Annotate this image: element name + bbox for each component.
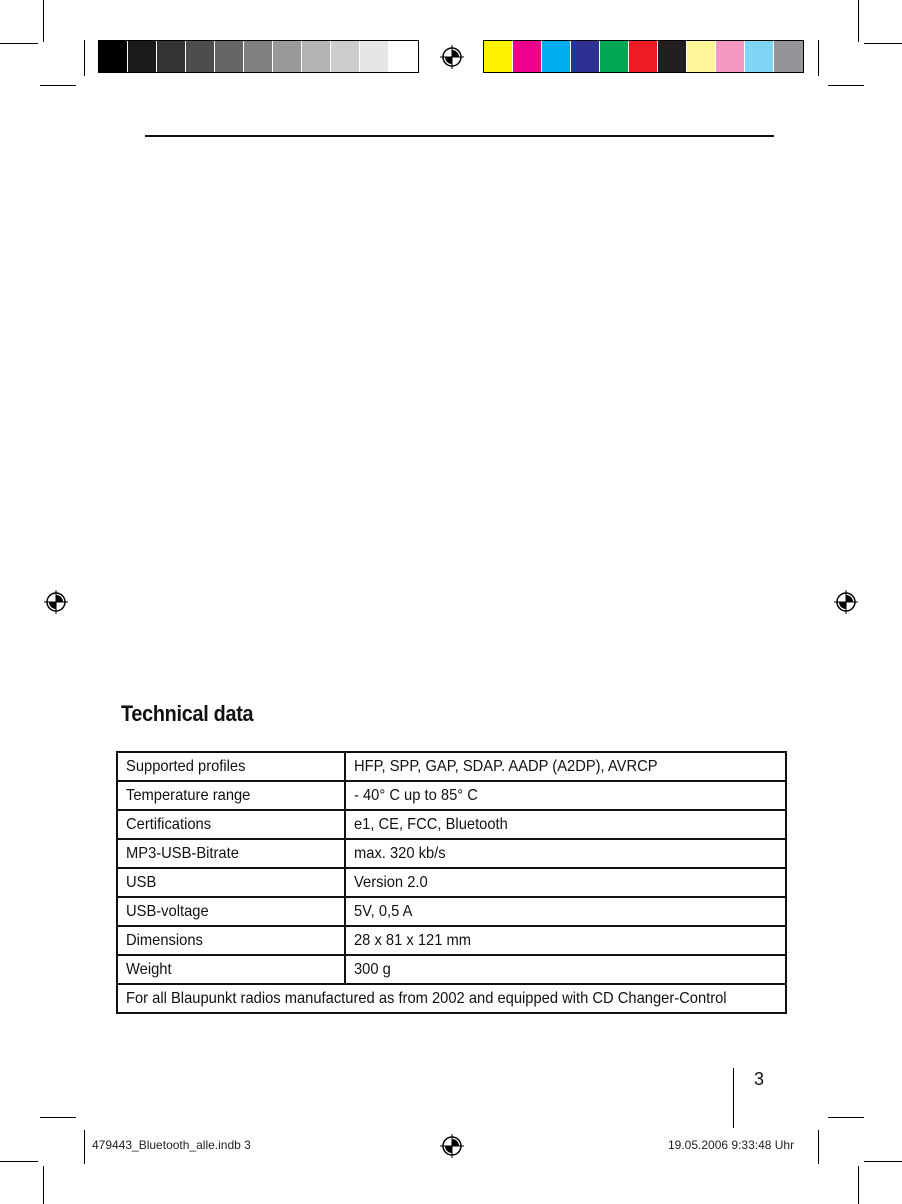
table-row (117, 781, 786, 810)
crop-mark (0, 43, 38, 44)
color-swatch (360, 41, 389, 72)
spec-value-cell (345, 926, 786, 955)
spec-label: Supported profiles (126, 757, 246, 775)
crop-mark (864, 1161, 902, 1162)
spec-label: Weight (126, 960, 172, 978)
color-swatch (99, 41, 128, 72)
spec-value-cell (345, 839, 786, 868)
color-swatch (331, 41, 360, 72)
print-timestamp: 19.05.2006 9:33:48 Uhr (668, 1138, 795, 1152)
spec-label-cell (117, 810, 345, 839)
crop-mark (818, 1130, 819, 1164)
color-swatch (244, 41, 273, 72)
crop-mark (0, 1161, 38, 1162)
color-swatch (513, 41, 542, 72)
crop-mark (864, 43, 902, 44)
color-swatch (774, 41, 803, 72)
crop-mark (84, 40, 85, 76)
color-swatch (215, 41, 244, 72)
spec-label-cell (117, 839, 345, 868)
crop-mark (43, 1166, 44, 1204)
header-rule (145, 135, 774, 137)
color-swatch (389, 41, 418, 72)
spec-label-cell (117, 926, 345, 955)
crop-mark (858, 0, 859, 42)
crop-mark (40, 1117, 76, 1118)
color-swatch (273, 41, 302, 72)
technical-data-table (116, 751, 787, 1014)
spec-label-cell (117, 781, 345, 810)
registration-mark-icon (834, 590, 858, 614)
color-swatch (629, 41, 658, 72)
registration-mark-icon (440, 45, 464, 69)
compatibility-note: For all Blaupunkt radios manufactured as from 2002 and equipped with CD Changer-Control (126, 989, 727, 1007)
table-row (117, 839, 786, 868)
crop-mark (84, 1130, 85, 1164)
spec-label: MP3-USB-Bitrate (126, 844, 239, 862)
spec-label-cell (117, 868, 345, 897)
compatibility-note-cell (117, 984, 786, 1013)
spec-value: max. 320 kb/s (354, 844, 446, 862)
spec-label-cell (117, 752, 345, 781)
color-swatch (484, 41, 513, 72)
page-number: 3 (754, 1069, 765, 1089)
spec-value-cell (345, 955, 786, 984)
color-swatch (745, 41, 774, 72)
crop-mark (828, 1117, 864, 1118)
spec-value-cell (345, 897, 786, 926)
spec-label: Certifications (126, 815, 212, 833)
spec-value-cell (345, 868, 786, 897)
spec-value: - 40° C up to 85° C (354, 786, 478, 804)
spec-label: Dimensions (126, 931, 203, 949)
page-edge-line (733, 1068, 734, 1128)
section-heading: Technical data (121, 701, 254, 726)
spec-label: USB-voltage (126, 902, 209, 920)
registration-mark-icon (440, 1134, 464, 1158)
spec-value-cell (345, 810, 786, 839)
spec-label: Temperature range (126, 786, 251, 804)
color-swatch (687, 41, 716, 72)
table-row (117, 752, 786, 781)
color-swatch (157, 41, 186, 72)
spec-label-cell (117, 955, 345, 984)
color-swatch (186, 41, 215, 72)
spec-value: Version 2.0 (354, 873, 428, 891)
table-row (117, 868, 786, 897)
spec-value: 300 g (354, 960, 391, 978)
table-row (117, 897, 786, 926)
crop-mark (818, 40, 819, 76)
crop-mark (40, 85, 76, 86)
crop-mark (828, 85, 864, 86)
spec-value: e1, CE, FCC, Bluetooth (354, 815, 508, 833)
spec-value: 28 x 81 x 121 mm (354, 931, 471, 949)
table-row (117, 955, 786, 984)
registration-mark-icon (44, 590, 68, 614)
spec-label-cell (117, 897, 345, 926)
color-swatch (302, 41, 331, 72)
spec-value-cell (345, 752, 786, 781)
color-swatch (600, 41, 629, 72)
table-row (117, 984, 786, 1013)
color-swatch (658, 41, 687, 72)
spec-value: HFP, SPP, GAP, SDAP. AADP (A2DP), AVRCP (354, 757, 658, 775)
print-file-info: 479443_Bluetooth_alle.indb 3 (92, 1138, 251, 1152)
process-color-bar (483, 40, 804, 73)
spec-label: USB (126, 873, 157, 891)
color-swatch (571, 41, 600, 72)
crop-mark (858, 1166, 859, 1204)
grayscale-color-bar (98, 40, 419, 73)
spec-value: 5V, 0,5 A (354, 902, 413, 920)
color-swatch (716, 41, 745, 72)
spec-value-cell (345, 781, 786, 810)
table-row (117, 810, 786, 839)
table-row (117, 926, 786, 955)
color-swatch (128, 41, 157, 72)
crop-mark (43, 0, 44, 42)
color-swatch (542, 41, 571, 72)
